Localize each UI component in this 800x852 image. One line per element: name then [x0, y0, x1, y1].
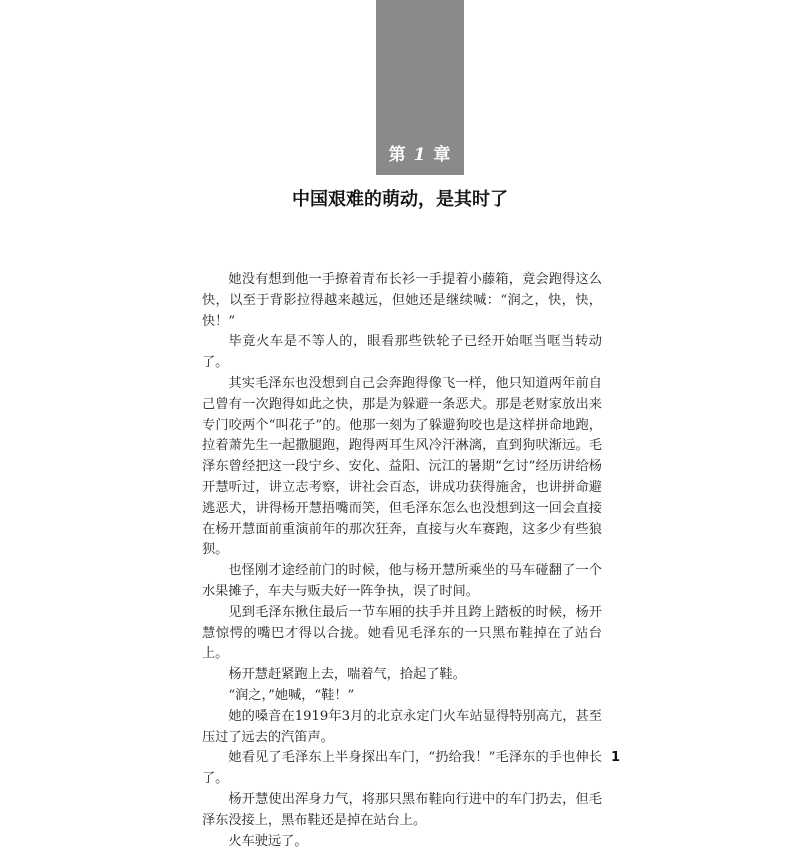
paragraph: 她的嗓音在1919年3月的北京永定门火车站显得特别高亢，甚至压过了远去的汽笛声。 [202, 708, 602, 745]
paragraph: 其实毛泽东也没想到自己会奔跑得像飞一样，他只知道两年前自己曾有一次跑得如此之快，那是为躲避一条恶犬。那是老财家放出来专门咬两个“叫花子”的。他那一刻为了躲避狗咬也是这样拼命地跑，拉着萧先生一起撒腿跑，跑得两耳生风冷汗淋漓，直到狗吠渐远。毛泽东曾经把这一段宁乡、安化、益阳、沅江的暑期“乞讨”经历讲给杨开慧听过，讲立志考察，讲社会百态，讲成功获得施舍，也讲拼命避逃恶犬，讲得杨开慧捂嘴而笑，但毛泽东怎么也没想到这一回会直接在杨开慧面前重演前年的那次狂奔，直接与火车赛跑，这多少有些狼狈。 [202, 375, 602, 558]
paragraph: 她看见了毛泽东上半身探出车门，“扔给我！”毛泽东的手也伸长了。 [202, 750, 602, 787]
paragraph: 毕竟火车是不等人的，眼看那些铁轮子已经开始哐当哐当转动了。 [202, 334, 602, 371]
page-number: 1 [611, 750, 621, 765]
paragraph: 她没有想到他一手撩着青布长衫一手提着小藤箱，竟会跑得这么快，以至于背影拉得越来越远，但她还是继续喊：“润之，快，快，快！” [202, 272, 602, 329]
chapter-label [376, 140, 464, 165]
paragraph: 杨开慧使出浑身力气，将那只黑布鞋向行进中的车门扔去，但毛泽东没接上，黑布鞋还是掉在站台上。 [202, 791, 602, 828]
paragraph: 见到毛泽东揪住最后一节车厢的扶手并且跨上踏板的时候，杨开慧惊愕的嘴巴才得以合拢。她看见毛泽东的一只黑布鞋掉在了站台上。 [202, 604, 602, 662]
body-text [202, 270, 602, 852]
paragraph: 也怪刚才途经前门的时候，他与杨开慧所乘坐的马车碰翻了一个水果摊子，车夫与贩夫好一阵争执，误了时间。 [202, 563, 602, 599]
chapter-banner [376, 0, 464, 175]
chapter-label-suffix: 章 [433, 145, 452, 165]
chapter-number: 1 [413, 145, 427, 165]
paragraph: 杨开慧赶紧跑上去，喘着气，拾起了鞋。 [228, 667, 466, 683]
chapter-label-prefix: 第 [388, 145, 407, 165]
paragraph: “润之，”她喊，“鞋！” [228, 687, 355, 703]
paragraph: 火车驶远了。 [228, 833, 308, 849]
chapter-title: 中国艰难的萌动，是其时了 [292, 189, 508, 210]
